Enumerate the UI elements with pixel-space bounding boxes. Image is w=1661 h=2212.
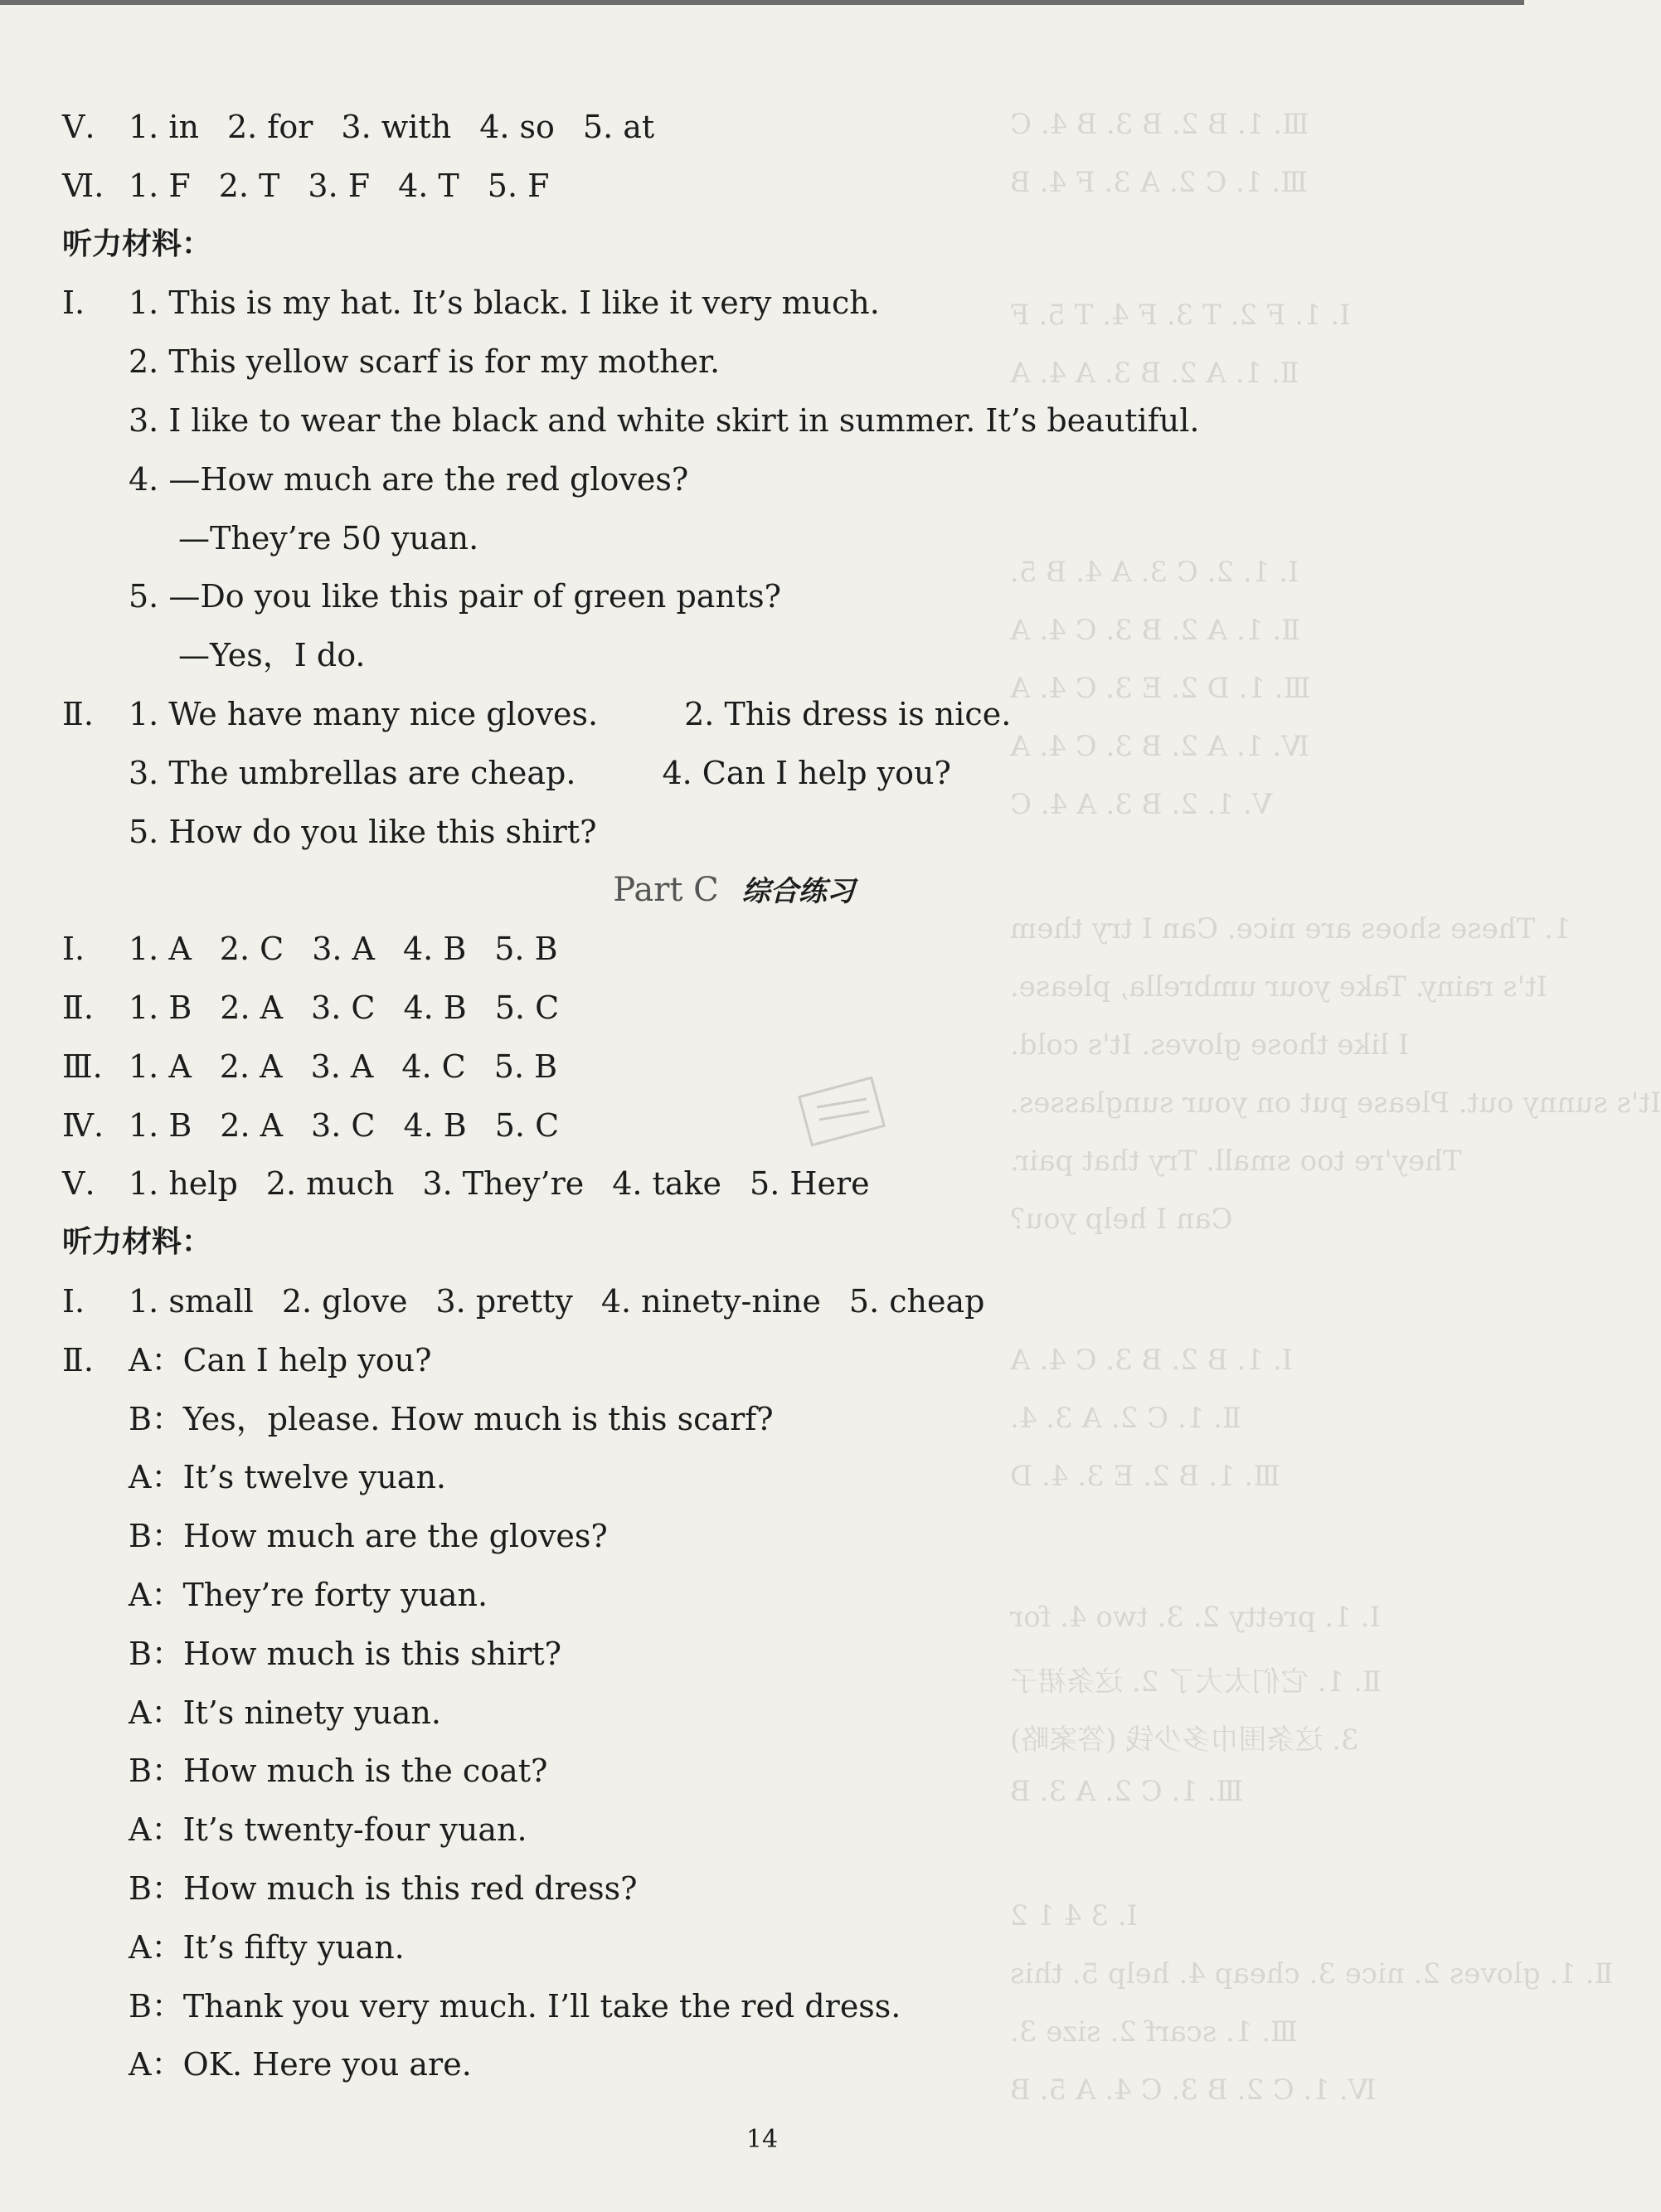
answer-item: 5. How do you like this shirt? — [129, 813, 597, 850]
answer-line — [62, 391, 1406, 450]
answer-line — [62, 567, 1406, 626]
answer-item: 5. B — [493, 1048, 558, 1085]
answer-item: 5. —Do you like this pair of green pants? — [129, 578, 782, 615]
answer-item: 5. cheap — [848, 1282, 985, 1320]
answer-item: 4. C — [401, 1048, 466, 1085]
answer-line — [62, 333, 1406, 391]
answer-item: 2. This yellow scarf is for my mother. — [129, 343, 721, 381]
answer-line — [62, 157, 1406, 216]
question-number: Ⅲ. — [62, 1048, 103, 1085]
answer-item: 5. at — [582, 109, 655, 145]
answer-item: 3. C — [311, 989, 376, 1026]
answer-item: B：How much is this shirt? — [129, 1635, 562, 1672]
answer-item: B：How much is the coat? — [129, 1753, 548, 1790]
answer-item: 5. C — [494, 1106, 560, 1144]
answer-item: 1. F — [129, 167, 191, 204]
answer-item: 1. B — [129, 1106, 192, 1144]
answer-item: 4. ninety-nine — [600, 1282, 821, 1320]
answer-item: —They’re 50 yuan. — [178, 519, 479, 557]
answer-item: A：It’s ninety yuan. — [129, 1694, 441, 1731]
answer-item: 4. —How much are the red gloves? — [129, 460, 689, 498]
answer-item: A：They’re forty yuan. — [129, 1576, 488, 1613]
part-subtitle: 综合练习 — [741, 875, 855, 909]
answer-item: 1. A — [129, 931, 192, 968]
answer-line — [62, 744, 1406, 803]
answer-line — [62, 920, 1406, 979]
answer-item: 3. C — [311, 1106, 376, 1144]
part-label: Part C — [613, 871, 719, 910]
answer-item: A：It’s fifty yuan. — [129, 1928, 405, 1966]
answer-item: 4. B — [403, 1106, 467, 1144]
question-number: Ⅱ. — [62, 1341, 94, 1378]
answer-item: 3. A — [310, 1048, 374, 1085]
answer-line — [62, 98, 1406, 157]
answer-item: 1. A — [129, 1048, 192, 1085]
question-number: Ⅰ. — [62, 931, 85, 968]
answer-line — [62, 1448, 1406, 1507]
answer-line — [62, 2035, 1406, 2094]
answer-line — [62, 1860, 1406, 1918]
answer-line — [62, 1684, 1406, 1743]
answer-item: 3. with — [341, 109, 452, 145]
answer-line — [62, 1096, 1406, 1155]
answer-item: 2. C — [219, 931, 284, 968]
section-heading: 听力材料： — [62, 1225, 212, 1260]
answer-item: 5. F — [487, 167, 550, 204]
answer-line — [62, 274, 1406, 333]
answer-item: 1. small — [129, 1282, 254, 1320]
answer-item: 3. The umbrellas are cheap. — [129, 754, 576, 791]
answer-line — [62, 1566, 1406, 1625]
answer-line — [62, 1625, 1406, 1684]
answer-line — [62, 685, 1406, 744]
answer-item: 1. help — [129, 1165, 238, 1203]
question-number: Ⅵ. — [62, 167, 104, 204]
question-number: Ⅴ. — [62, 1165, 95, 1203]
answer-item: 1. B — [129, 989, 192, 1026]
answer-item: 4. so — [479, 109, 555, 145]
answer-item: 3. They’re — [422, 1165, 585, 1203]
question-number: Ⅳ. — [62, 1106, 104, 1144]
answer-line — [62, 1272, 1406, 1331]
answer-line — [62, 1038, 1406, 1096]
answer-item: 1. in — [129, 109, 199, 145]
answer-line — [62, 803, 1406, 862]
answer-item: 3. F — [308, 167, 371, 204]
answer-item: 2. A — [219, 1048, 283, 1085]
answer-item: 2. for — [226, 109, 313, 145]
answer-item: A：Can I help you? — [129, 1341, 432, 1378]
answer-item: 2. T — [218, 167, 280, 204]
answer-item: 3. pretty — [435, 1282, 573, 1320]
answer-item: 4. B — [402, 931, 467, 968]
answer-item: A：OK. Here you are. — [129, 2046, 472, 2083]
answer-item: 2. much — [265, 1165, 395, 1203]
answer-line — [62, 1331, 1406, 1390]
answer-item: 3. I like to wear the black and white skirt in summer. It’s beautiful. — [129, 401, 1200, 439]
answer-item: 3. A — [312, 931, 375, 968]
page-number: 14 — [746, 2125, 779, 2154]
answer-line — [62, 1390, 1406, 1449]
section-heading: 听力材料： — [62, 226, 212, 261]
answer-item: B：Thank you very much. I’ll take the red dress. — [129, 1987, 901, 2025]
question-number: Ⅰ. — [62, 284, 85, 322]
answer-line — [62, 626, 1406, 685]
bleed-through-text: Ⅲ. 1. B 2. B 3. B 4. C Ⅲ. 1. C 2. A 3. F 4. B I. 1. F 2. T 3. F 4. T 5. F Ⅱ. 1. A 2. B 3. A 4. A I. 1. 2. C 3. A 4. B 5. Ⅱ. 1. A 2. B 3. C 4. A Ⅲ. 1. D 2. E 3. C 4. A Ⅳ. 1. A 2. B 3. C 4. A Ⅴ. 1. 2. B 3. A 4. C 1. These shoes are nice. Can I try them It's rainy. Take your umbrella, please. I like those gloves. It's cold. It's sunny out. Please put on your sunglasses. They're too small. Try that pair. Can I help you? I. 1. B 2. B 3. C 4. A Ⅱ. 1. C 2. A 3. 4. Ⅲ. 1. B 2. E 3. 4. D I. 1. pretty 2. 3. two 4. for Ⅱ. 1. 它们太大了 2. 这条裙子 3. 这条围巾多少钱 (答案略) Ⅲ. 1. C 2. A 3. B I. 3 4 1 2 Ⅱ. 1. gloves 2. nice 3. cheap 4. help 5. this Ⅲ. 1. scarf 2. size 3. Ⅳ. 1. C 2. B 3. C 4. A 5. B — [1010, 108, 1661, 2107]
answer-item: 5. Here — [750, 1165, 870, 1203]
answer-item: 2. glove — [281, 1282, 408, 1320]
answer-item: A：It’s twelve yuan. — [129, 1459, 447, 1496]
answer-line — [62, 1742, 1406, 1801]
question-number: Ⅱ. — [62, 695, 94, 732]
answer-item: 2. A — [220, 1106, 284, 1144]
answer-page — [62, 98, 1406, 2094]
answer-item: B：Yes，please. How much is this scarf? — [129, 1400, 774, 1437]
answer-line — [62, 1507, 1406, 1566]
answer-line — [62, 509, 1406, 568]
answer-item: A：It’s twenty-four yuan. — [129, 1811, 527, 1849]
question-number: Ⅴ. — [62, 109, 95, 145]
answer-item: 4. Can I help you? — [662, 754, 951, 791]
answer-item: B：How much is this red dress? — [129, 1869, 638, 1907]
answer-item: 2. This dress is nice. — [684, 695, 1012, 732]
answer-item: 1. This is my hat. It’s black. I like it very much. — [129, 284, 880, 322]
answer-item: B：How much are the gloves? — [129, 1518, 608, 1555]
answer-line — [62, 1918, 1406, 1977]
answer-item: 2. A — [220, 989, 284, 1026]
answer-item: 5. B — [494, 931, 558, 968]
answer-line — [62, 1801, 1406, 1860]
answer-line — [62, 450, 1406, 509]
answer-line — [62, 979, 1406, 1038]
answer-item: —Yes，I do. — [178, 637, 366, 674]
question-number: Ⅱ. — [62, 989, 94, 1026]
part-title — [62, 861, 1406, 920]
answer-item: 1. We have many nice gloves. — [129, 695, 599, 732]
answer-item: 5. C — [494, 989, 560, 1026]
answer-line — [62, 1155, 1406, 1213]
answer-item: 4. B — [403, 989, 467, 1026]
question-number: Ⅰ. — [62, 1282, 85, 1320]
answer-line — [62, 1977, 1406, 2036]
answer-item: 4. T — [398, 167, 459, 204]
answer-item: 4. take — [612, 1165, 722, 1203]
